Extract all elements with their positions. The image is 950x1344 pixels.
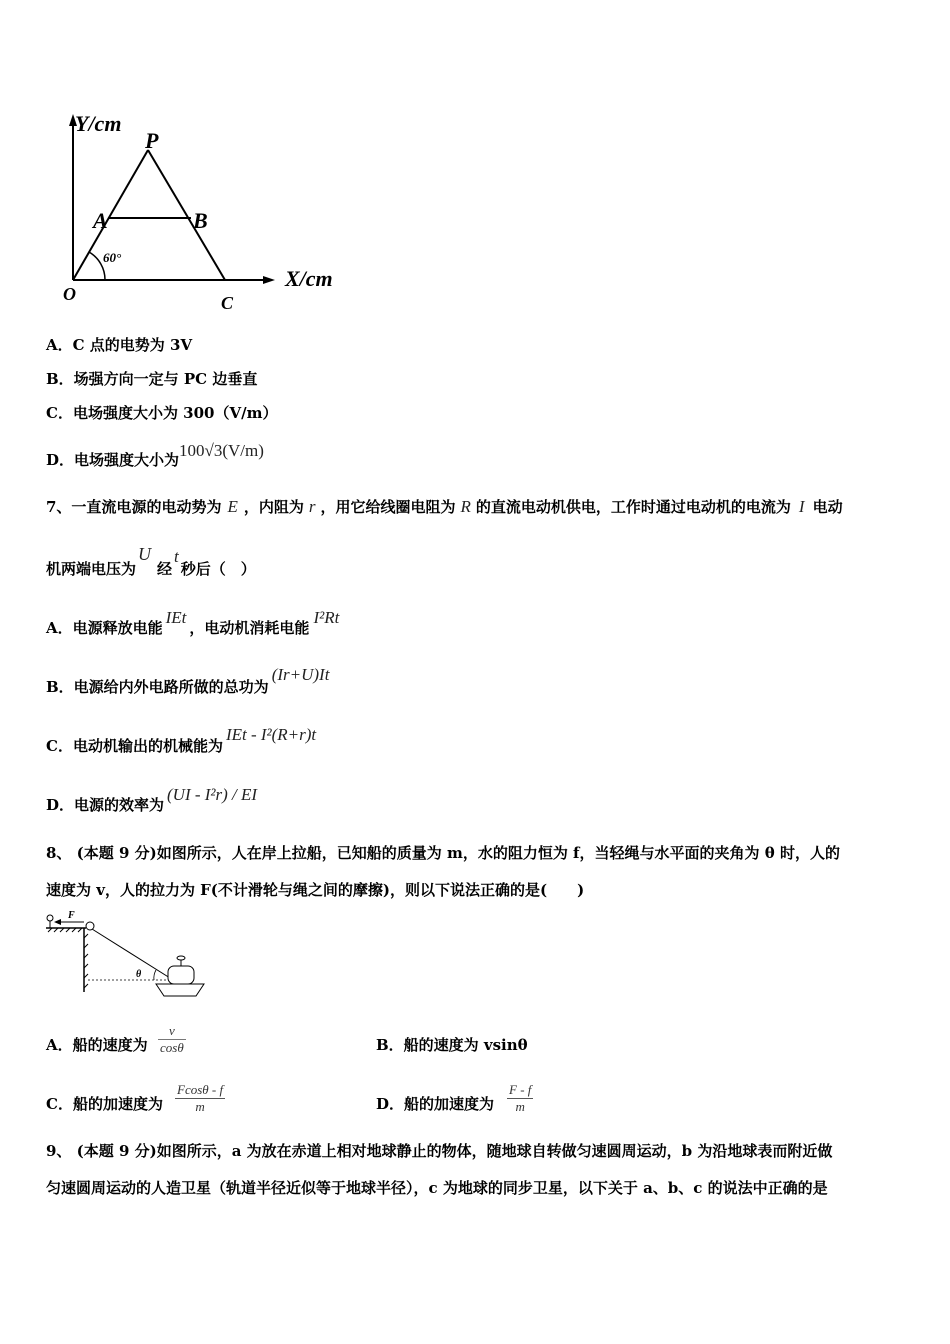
force-label: F xyxy=(68,910,75,921)
q7-var-r: r xyxy=(308,497,316,516)
q7-option-c-formula: IEt - I²(R+r)t xyxy=(225,725,317,744)
x-axis-label: X/cm xyxy=(285,266,333,291)
q7-text: ，内阻为 xyxy=(243,498,304,516)
boat-figure xyxy=(44,908,214,1000)
q8-option-a-denominator: cosθ xyxy=(160,1040,184,1055)
q6-option-d xyxy=(46,441,264,470)
q7-option-b-formula: (Ir+U)It xyxy=(271,665,330,684)
q8-stem-line2: 速度为 v，人的拉力为 F(不计滑轮与绳之间的摩擦)，则以下说法正确的是( ) xyxy=(46,881,585,899)
q8-option-d-fraction xyxy=(507,1082,533,1115)
q8-option-a-fraction xyxy=(158,1023,186,1056)
q9-stem-line1: 9、 (本题 9 分)如图所示，a 为放在赤道上相对地球静止的物体，随地球自转做匀速圆周运动，b 为沿地球表而附近做 xyxy=(46,1142,833,1160)
q7-option-d xyxy=(46,785,258,815)
y-axis-label: Y/cm xyxy=(75,111,122,136)
q6-option-c: C．电场强度大小为 300（V/m） xyxy=(46,404,278,422)
q7-option-d-formula: (UI - I²r) / EI xyxy=(167,785,258,804)
pulley-icon xyxy=(86,922,94,930)
q8-option-a: A．船的速度为 xyxy=(46,1036,148,1054)
triangle-figure xyxy=(55,110,355,315)
q8-option-c-denominator: m xyxy=(195,1099,205,1114)
q7-text: 的直流电动机供电，工作时通过电动机的电流为 xyxy=(475,498,791,516)
q8-option-c-numerator: Fcosθ - f xyxy=(177,1082,224,1097)
q9-stem-line2: 匀速圆周运动的人造卫星（轨道半径近似等于地球半径），c 为地球的同步卫星，以下关于 a、b、c 的说法中正确的是 xyxy=(46,1179,828,1197)
theta-label: θ xyxy=(136,969,142,980)
q8-option-a-numerator: v xyxy=(158,1023,186,1040)
q7-var-i: I xyxy=(798,497,805,516)
point-b-label: B xyxy=(193,208,208,233)
point-c-label: C xyxy=(221,293,234,313)
q7-stem-line2 xyxy=(46,544,256,579)
side-pc xyxy=(148,150,225,280)
q7-var-t: t xyxy=(174,547,179,566)
q7-option-a-formula2: I²Rt xyxy=(313,608,340,627)
q7-option-c-text: C．电动机输出的机械能为 xyxy=(46,737,223,755)
q7-text: 电动 xyxy=(812,498,843,516)
boat-icon xyxy=(156,984,204,996)
q8-option-b: B．船的速度为 vsinθ xyxy=(376,1036,528,1054)
q7-option-b xyxy=(46,665,330,697)
q7-option-b-text: B．电源给内外电路所做的总功为 xyxy=(46,678,269,696)
angle-label: 60° xyxy=(103,250,122,265)
q7-option-a xyxy=(46,608,340,638)
q6-option-b: B．场强方向一定与 PC 边垂直 xyxy=(46,370,258,388)
q7-var-e: E xyxy=(227,497,238,516)
x-axis-arrow xyxy=(263,276,275,284)
q8-stem-line1: 8、 (本题 9 分)如图所示，人在岸上拉船，已知船的质量为 m，水的阻力恒为 f，当轻绳与水平面的夹角为 θ 时，人的 xyxy=(46,844,840,862)
q7-text: ，用它给线圈电阻为 xyxy=(320,498,456,516)
q7-option-d-text: D．电源的效率为 xyxy=(46,796,165,814)
q6-option-d-text: D．电场强度大小为 xyxy=(46,451,180,469)
q8-option-d: D．船的加速度为 xyxy=(376,1095,495,1113)
q8-option-d-numerator: F - f xyxy=(509,1082,532,1097)
q7-option-a-formula1: IEt xyxy=(165,608,187,627)
rope xyxy=(92,929,170,978)
q6-option-d-formula: 100√3(V/m) xyxy=(179,441,264,460)
q7-option-a-text2: ，电动机消耗电能 xyxy=(189,619,310,637)
q8-option-c-fraction xyxy=(175,1082,225,1115)
person-icon xyxy=(47,915,53,921)
q7-var-rr: R xyxy=(460,497,471,516)
q7-option-a-text: A．电源释放电能 xyxy=(46,619,163,637)
point-p-label: P xyxy=(145,128,159,153)
q7-text: 机两端电压为 xyxy=(46,560,137,578)
q8-option-c: C．船的加速度为 xyxy=(46,1095,163,1113)
q7-text: 秒后（ ） xyxy=(180,560,256,578)
q7-option-c xyxy=(46,725,317,756)
q7-stem-line1 xyxy=(46,497,843,517)
q7-text: 经 xyxy=(157,560,173,578)
point-a-label: A xyxy=(93,208,108,233)
q8-option-d-denominator: m xyxy=(515,1099,525,1114)
q7-var-u: U xyxy=(138,544,152,564)
theta-arc xyxy=(154,970,156,980)
q7-text: 7、一直流电源的电动势为 xyxy=(46,498,222,516)
origin-label: O xyxy=(63,284,76,304)
q6-option-a: A．C 点的电势为 3V xyxy=(46,336,193,354)
